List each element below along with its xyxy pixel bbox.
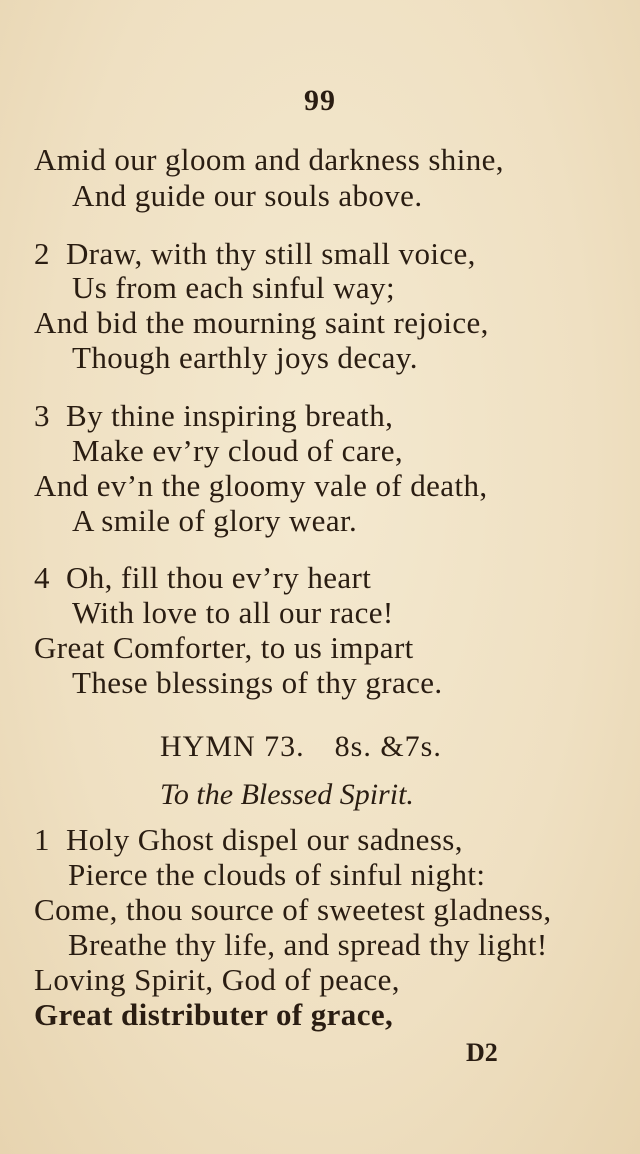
verse-line: Come, thou source of sweetest gladness, bbox=[34, 892, 552, 927]
verse-line: With love to all our race! bbox=[72, 595, 394, 630]
verse-line: Breathe thy life, and spread thy light! bbox=[68, 927, 548, 962]
hymn-heading bbox=[160, 730, 442, 764]
verse-text: Draw, with thy still small voice, bbox=[66, 236, 476, 271]
verse-line bbox=[34, 560, 371, 596]
verse-text: By thine inspiring breath, bbox=[66, 398, 394, 433]
verse-text: Holy Ghost dispel our sadness, bbox=[66, 822, 463, 857]
verse-line: Great Comforter, to us impart bbox=[34, 630, 414, 665]
verse-line: And ev’n the gloomy vale of death, bbox=[34, 468, 488, 503]
verse-line bbox=[34, 236, 476, 272]
verse-number: 4 bbox=[34, 560, 50, 595]
verse-text: Oh, fill thou ev’ry heart bbox=[66, 560, 372, 595]
verse-line: These blessings of thy grace. bbox=[72, 665, 443, 700]
verse-line bbox=[34, 398, 393, 434]
verse-line: Loving Spirit, God of peace, bbox=[34, 962, 400, 997]
verse-number: 2 bbox=[34, 236, 50, 271]
signature-mark: D2 bbox=[466, 1038, 498, 1067]
verse-number: 1 bbox=[34, 822, 50, 857]
verse-line: Great distributer of grace, bbox=[34, 997, 394, 1032]
verse-line bbox=[34, 822, 463, 858]
verse-line: And bid the mourning saint rejoice, bbox=[34, 305, 489, 340]
verse-line: And guide our souls above. bbox=[72, 178, 423, 213]
verse-line: Amid our gloom and darkness shine, bbox=[34, 142, 504, 177]
verse-line: Make ev’ry cloud of care, bbox=[72, 433, 404, 468]
verse-line: Though earthly joys decay. bbox=[72, 340, 418, 375]
verse-line: A smile of glory wear. bbox=[72, 503, 358, 538]
page-number: 99 bbox=[304, 84, 336, 117]
verse-number: 3 bbox=[34, 398, 50, 433]
hymn-subtitle: To the Blessed Spirit. bbox=[160, 778, 414, 811]
hymn-title: HYMN 73. bbox=[160, 730, 305, 763]
verse-line: Us from each sinful way; bbox=[72, 270, 395, 305]
verse-line: Pierce the clouds of sinful night: bbox=[68, 857, 486, 892]
hymn-meter: 8s. &7s. bbox=[334, 730, 442, 763]
